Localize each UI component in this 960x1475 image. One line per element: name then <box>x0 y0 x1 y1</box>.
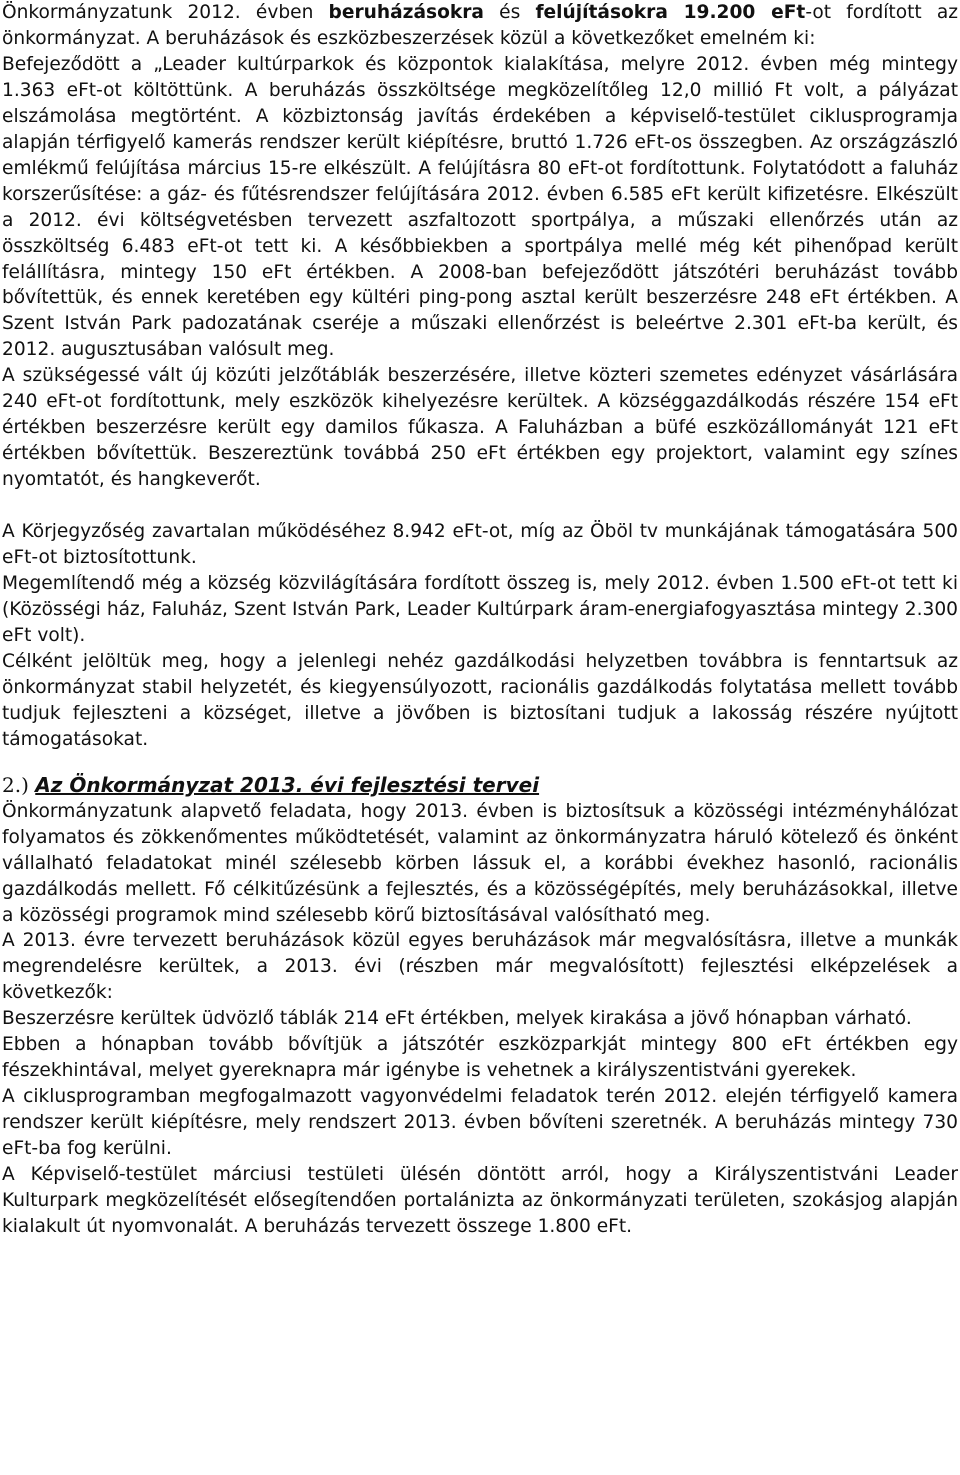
intro-text-1: Önkormányzatunk 2012. évben <box>2 2 329 23</box>
intro-bold-renovations: felújításokra 19.200 eFt <box>535 2 806 23</box>
paragraph-planned-investments: A 2013. évre tervezett beruházások közül egyes beruházások már megvalósításra, illetve a munkák megrendelésre kerültek, a 2013. évi (részben már megvalósított) fejlesztési elképzelések a következők: <box>2 930 958 1004</box>
paragraph-public-lighting: Megemlítendő még a község közvilágítására fordított összeg is, mely 2012. évben 1.500 eFt-ot tett ki (Közösségi ház, Faluház, Szent István Park, Leader Kultúrpark áram-energiafogyasztása mintegy 2.300 eFt volt). <box>2 573 958 646</box>
intro-bold-investments: beruházásokra <box>328 2 484 23</box>
paragraph-camera-system: A ciklusprogramban megfogalmazott vagyonvédelmi feladatok terén 2012. elején térfigyelő kamera rendszer került kiépítésre, mely rendszert 2013. évben bővíteni szeretnék. A beruházás mintegy 730 eFt-ba fog kerülni. <box>2 1086 958 1160</box>
spacer <box>2 753 958 771</box>
section-title: Az Önkormányzat 2013. évi fejlesztési tervei <box>35 772 540 797</box>
paragraph-notary-support: A Körjegyzőség zavartalan működéséhez 8.942 eFt-ot, míg az Öböl tv munkájának támogatására 500 eFt-ot biztosítottunk. <box>2 521 958 569</box>
paragraph-road: A Képviselő-testület márciusi testületi ülésén döntött arról, hogy a Királyszentistváni Leader Kulturpark megközelítését elősegítendően portalánizta az önkormányzati területen, szokásjog alapján kialakult út nyomvonalát. A beruházás tervezett összege 1.800 eFt. <box>2 1164 958 1237</box>
section-heading <box>2 771 958 799</box>
intro-text-2: és <box>483 2 536 23</box>
intro-paragraph <box>2 0 958 52</box>
paragraph-goals: Célként jelöltük meg, hogy a jelenlegi nehéz gazdálkodási helyzetben továbbra is fenntartsuk az önkormányzat stabil helyzetét, és kiegyensúlyozott, racionális gazdálkodás folytatása mellett tovább tudjuk fejleszteni a községet, illetve a jövőben is biztosítani tudjuk a lakosság részére nyújtott támogatásokat. <box>2 650 958 750</box>
paragraph-investments-2012: Befejeződött a „Leader kultúrparkok és központok kialakítása, melyre 2012. évben még mintegy 1.363 eFt-ot költöttünk. A beruházás összköltsége megközelítőleg 12,0 millió Ft volt, a pályázat elszámolása megtörtént. A közbiztonság javítás érdekében a képviselő-testület ciklusprogramja alapján térfigyelő kamerás rendszer került kiépítésre, bruttó 1.726 eFt-os összegben. Az országzászló emlékmű felújítása március 15-re elkészült. A felújításra 80 eFt-ot fordítottunk. Folytatódott a faluház korszerűsítése: a gáz- és fűtésrendszer felújítására 2012. évben 6.585 eFt került kifizetésre. Elkészült a 2012. évi költségvetésben tervezett aszfaltozott sportpálya, a műszaki ellenőrzés után az összköltség 6.483 eFt-ot tett ki. A későbbiekben a sportpálya mellé még két pihenőpad került felállításra, mintegy 150 eFt értékben. A 2008-ban befejeződött játszótéri beruházást tovább bővítettük, és ennek keretében egy kültéri ping-pong asztal került beszerzésre 248 eFt értékben. A Szent István Park padozatának cseréje a műszaki ellenőrzést is beleértve 2.301 eFt-ba került, és 2012. augusztusában valósult meg. <box>2 53 958 361</box>
section-number: 2.) <box>2 772 29 797</box>
paragraph-main-task: Önkormányzatunk alapvető feladata, hogy 2013. évben is biztosítsuk a közösségi intézményhálózat folyamatos és zökkenőmentes működtetését, valamint az önkormányzatra háruló kötelező és önként vállalható feladatokat minél szélesebb körben lássuk el, a korábbi évekhez hasonló, racionális gazdálkodás mellett. Fő célkitűzésünk a fejlesztés, és a közösségépítés, mely beruházásokkal, illetve a közösségi programok mind szélesebb körű biztosításával valósítható meg. <box>2 800 958 926</box>
intro-text-3: -ot fordított az önkormányzat. A beruházások és eszközbeszerzések közül a következőket emelném ki: <box>2 2 959 49</box>
paragraph-equipment-purchases: A szükségessé vált új közúti jelzőtáblák beszerzésére, illetve közteri szemetes edényzet vásárlására 240 eFt-ot fordítottunk, mely eszközök kihelyezésre kerültek. A községgazdálkodás részére 154 eFt értékben beszerzésre került egy damilos fűkasza. A Faluházban a büfé eszközállományát 121 eFt értékben bővítettük. Beszereztünk továbbá 250 eFt értékben egy projektort, valamint egy színes nyomtatót, és hangkeverőt. <box>2 365 958 491</box>
paragraph-playground: Ebben a hónapban tovább bővítjük a játszótér eszközparkját mintegy 800 eFt értékben egy fészekhintával, melyet gyereknapra már igénybe is vehetnek a királyszentistváni gyerekek. <box>2 1034 958 1082</box>
spacer <box>2 493 958 519</box>
paragraph-welcome-signs: Beszerzésre kerültek üdvözlő táblák 214 eFt értékben, melyek kirakása a jövő hónapban várható. <box>2 1008 912 1030</box>
